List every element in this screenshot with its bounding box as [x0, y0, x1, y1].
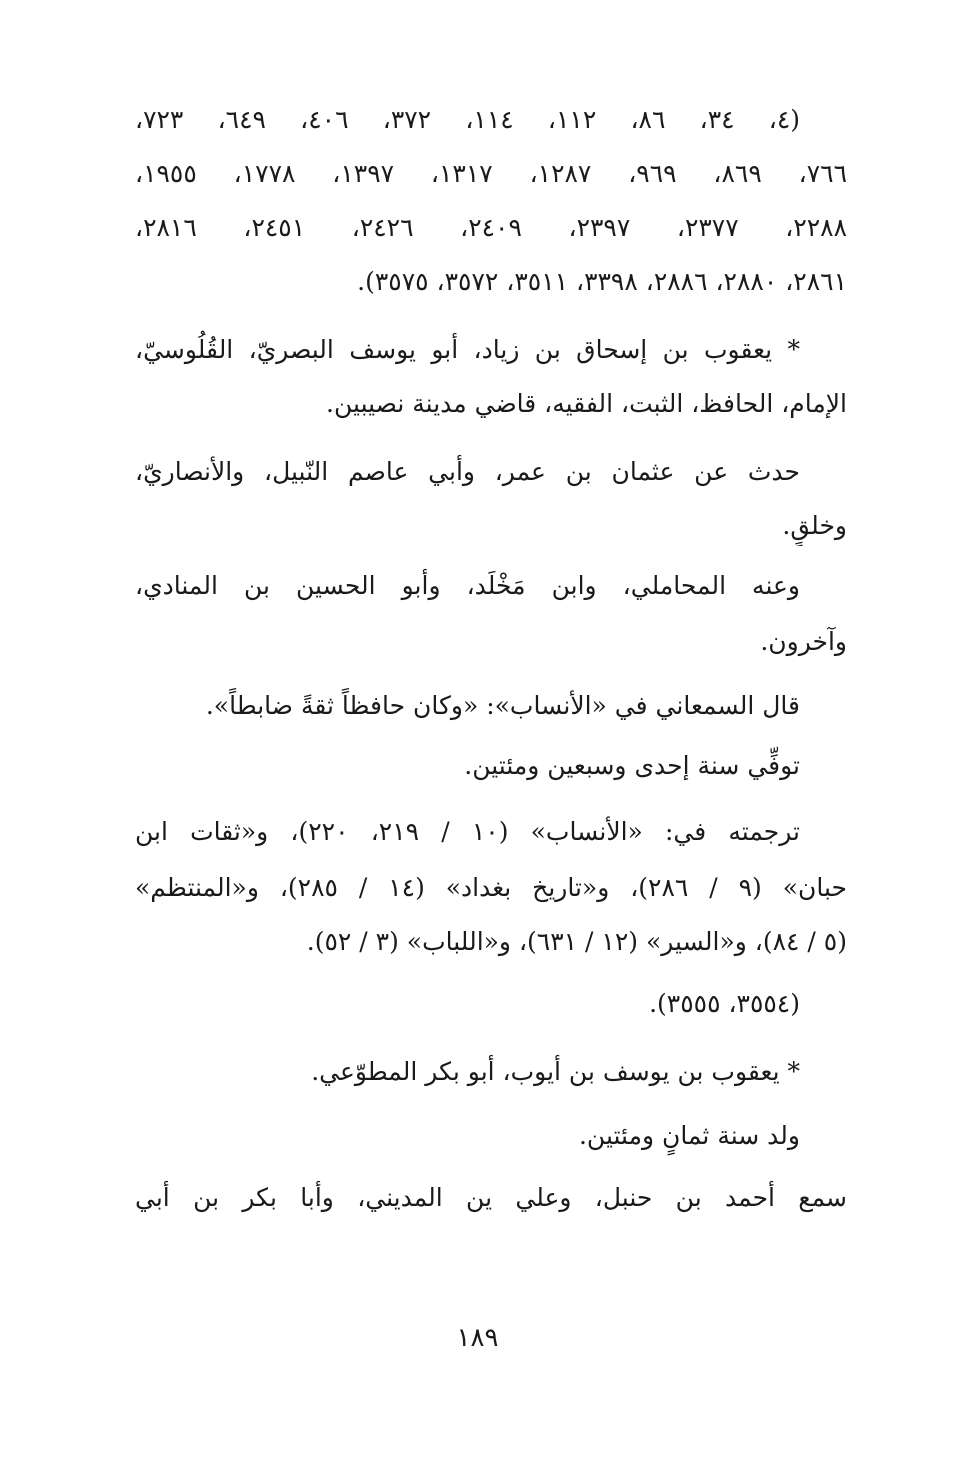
text-line: (٣٥٥٤، ٣٥٥٥).: [649, 989, 800, 1018]
text-line: ولد سنة ثمانٍ ومئتين.: [578, 1121, 800, 1150]
text-line: ٢٨٦١، ٢٨٨٠، ٢٨٨٦، ٣٣٩٨، ٣٥١١، ٣٥٧٢، ٣٥٧٥).: [357, 267, 847, 296]
text-line: قال السمعاني في «الأنساب»: «وكان حافظاً ثقةً ضابطاً».: [205, 691, 800, 720]
text-line: وآخرون.: [760, 627, 847, 656]
text-line: (٤، ٣٤، ٨٦، ١١٢، ١١٤، ٣٧٢، ٤٠٦، ٦٤٩، ٧٢٣،: [135, 105, 800, 134]
text-line: توفِّي سنة إحدى وسبعين ومئتين.: [464, 751, 800, 780]
text-line: (٥ / ٨٤)، و«السير» (١٢ / ٦٣١)، و«اللباب» (٣ / ٥٢).: [306, 927, 847, 956]
text-line: ٢٢٨٨، ٢٣٧٧، ٢٣٩٧، ٢٤٠٩، ٢٤٢٦، ٢٤٥١، ٢٨١٦،: [135, 213, 847, 242]
text-line: الإمام، الحافظ، الثبت، الفقيه، قاضي مدينة نصيبين.: [326, 389, 847, 418]
text-line: * يعقوب بن يوسف بن أيوب، أبو بكر المطوّعي.: [311, 1057, 800, 1086]
text-line: ٧٦٦، ٨٦٩، ٩٦٩، ١٢٨٧، ١٣١٧، ١٣٩٧، ١٧٧٨، ١٩٥٥،: [135, 159, 847, 188]
text-line: * يعقوب بن إسحاق بن زياد، أبو يوسف البصريّ، القُلُوسيّ،: [135, 335, 800, 364]
text-line: سمع أحمد بن حنبل، وعلي ين المديني، وأبا بكر بن أبي: [135, 1183, 847, 1212]
text-line: حدث عن عثمان بن عمر، وأبي عاصم النّبيل، والأنصاريّ،: [135, 457, 800, 486]
text-line: وخلقٍ.: [782, 511, 847, 540]
text-line: ترجمته في: «الأنساب» (١٠ / ٢١٩، ٢٢٠)، و«ثقات ابن: [135, 817, 800, 846]
page-number: ١٨٩: [456, 1323, 499, 1353]
text-line: وعنه المحاملي، وابن مَخْلَد، وأبو الحسين بن المنادي،: [135, 571, 800, 600]
text-line: حبان» (٩ / ٢٨٦)، و«تاريخ بغداد» (١٤ / ٢٨٥)، و«المنتظم»: [135, 873, 847, 902]
